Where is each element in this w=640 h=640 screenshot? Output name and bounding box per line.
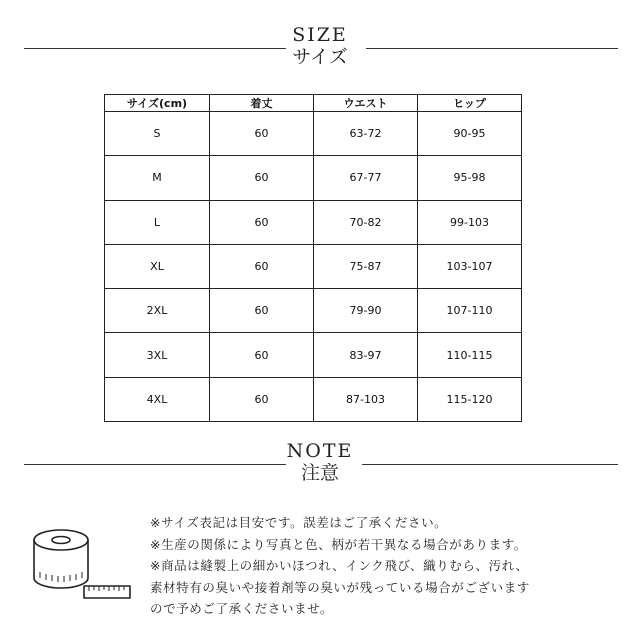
cell-size: 2XL <box>105 289 210 333</box>
cell-hip: 107-110 <box>418 289 522 333</box>
table-row <box>105 377 522 421</box>
size-divider-left <box>24 48 286 49</box>
table-row <box>105 112 522 156</box>
cell-size: 3XL <box>105 333 210 377</box>
header-length: 着丈 <box>210 95 314 112</box>
size-divider-right <box>366 48 618 49</box>
cell-hip: 110-115 <box>418 333 522 377</box>
cell-hip: 115-120 <box>418 377 522 421</box>
header-hip: ヒップ <box>418 95 522 112</box>
table-row <box>105 333 522 377</box>
note-title-ja: 注意 <box>300 462 339 484</box>
cell-length: 60 <box>210 289 314 333</box>
cell-waist: 67-77 <box>314 156 418 200</box>
cell-waist: 75-87 <box>314 244 418 288</box>
cell-length: 60 <box>210 156 314 200</box>
measuring-tape-icon <box>26 520 136 600</box>
cell-waist: 79-90 <box>314 289 418 333</box>
size-title-en: SIZE <box>292 24 348 46</box>
cell-hip: 99-103 <box>418 200 522 244</box>
size-heading <box>0 24 640 68</box>
note-heading <box>0 440 640 484</box>
table-row <box>105 289 522 333</box>
cell-waist: 63-72 <box>314 112 418 156</box>
header-waist: ウエスト <box>314 95 418 112</box>
size-table <box>104 94 522 422</box>
cell-length: 60 <box>210 377 314 421</box>
cell-hip: 90-95 <box>418 112 522 156</box>
cell-length: 60 <box>210 333 314 377</box>
cell-size: L <box>105 200 210 244</box>
cell-size: XL <box>105 244 210 288</box>
note-line: 素材特有の臭いや接着剤等の臭いが残っている場合がございます <box>150 579 530 595</box>
table-row <box>105 200 522 244</box>
cell-waist: 83-97 <box>314 333 418 377</box>
note-line: ※生産の関係により写真と色、柄が若干異なる場合があります。 <box>150 536 527 552</box>
table-row <box>105 244 522 288</box>
cell-hip: 95-98 <box>418 156 522 200</box>
note-line: ので予めご了承くださいませ。 <box>150 601 334 616</box>
note-divider-left <box>24 464 286 465</box>
note-title-en: NOTE <box>286 440 354 462</box>
note-line: ※商品は縫製上の細かいほつれ、インク飛び、織りむら、汚れ、 <box>150 558 529 573</box>
cell-size: M <box>105 156 210 200</box>
note-divider-right <box>362 464 618 465</box>
cell-length: 60 <box>210 112 314 156</box>
table-header-row <box>105 95 522 112</box>
note-line: ※サイズ表記は目安です。誤差はご了承ください。 <box>150 515 448 530</box>
cell-hip: 103-107 <box>418 244 522 288</box>
size-title-ja: サイズ <box>292 46 348 68</box>
cell-waist: 70-82 <box>314 200 418 244</box>
cell-size: S <box>105 112 210 156</box>
table-row <box>105 156 522 200</box>
header-size: サイズ(cm) <box>105 95 210 112</box>
notes-block <box>150 512 630 620</box>
cell-waist: 87-103 <box>314 377 418 421</box>
cell-size: 4XL <box>105 377 210 421</box>
cell-length: 60 <box>210 244 314 288</box>
cell-length: 60 <box>210 200 314 244</box>
